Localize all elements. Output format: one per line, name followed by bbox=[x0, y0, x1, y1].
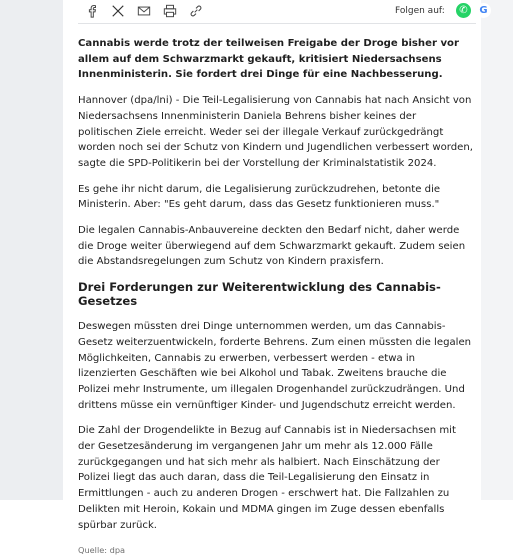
print-icon[interactable] bbox=[162, 3, 178, 19]
share-bar bbox=[78, 0, 488, 24]
article-paragraph-2: Es gehe ihr nicht darum, die Legalisierung zurückzudrehen, betonte die Ministerin. Aber: "Es geht darum, dass das Gesetz funktionieren muss." bbox=[78, 183, 441, 211]
left-page-margin bbox=[0, 0, 63, 500]
mail-icon[interactable] bbox=[136, 3, 152, 19]
article-body bbox=[78, 36, 473, 559]
article-lead: Cannabis werde trotz der teilweisen Freigabe der Droge bisher vor allem auf dem Schwarzmarkt gekauft, kritisiert Niedersachsens Innenministerin. Sie fordert drei Dinge für eine Nachbesserung. bbox=[78, 38, 459, 81]
article-paragraph-1: Hannover (dpa/lni) - Die Teil-Legalisierung von Cannabis hat nach Ansicht von Niedersachsens Innenministerin Daniela Behrens bisher keines der politischen Ziele erreicht. Weder sei der illegale Verkauf zurückgedrängt worden noch sei der Schutz von Kindern und Jugendlichen verbessert worden, sagte die SPD-Politikerin bei der Vorstellung der Kriminalstatistik 2024. bbox=[78, 95, 473, 169]
x-icon[interactable] bbox=[110, 3, 126, 19]
google-icon[interactable]: G bbox=[476, 3, 491, 18]
facebook-icon[interactable] bbox=[84, 3, 100, 19]
article-paragraph-3: Die legalen Cannabis-Anbauvereine deckten den Bedarf nicht, daher werde die Droge weiter überwiegend auf dem Schwarzmarkt gekauft. Zudem seien die Abstandsregelungen zum Schutz von Kindern praxisfern. bbox=[78, 225, 466, 268]
whatsapp-icon[interactable]: ✆ bbox=[456, 3, 471, 18]
link-icon[interactable] bbox=[188, 3, 204, 19]
article-paragraph-4: Deswegen müssten drei Dinge unternommen werden, um das Cannabis-Gesetz weiterzuentwickeln, forderte Behrens. Zum einen müssten die legalen Möglichkeiten, Cannabis zu erwerben, verbessert werden - etwa in lizenzierten Geschäften wie bei Alkohol und Tabak. Zweitens brauche die Polizei mehr Instrumente, um illegalen Drogenhandel zurückzudrängen. Und drittens müsse ein vernünftiger Kinder- und Jugendschutz erreicht werden. bbox=[78, 321, 472, 411]
article-paragraph-5: Die Zahl der Drogendelikte in Bezug auf Cannabis ist in Niedersachsen mit der Gesetzesänderung im vergangenen Jahr um mehr als 12.000 Fälle zurückgegangen und hat sich mehr als halbiert. Nach Einschätzung der Polizei liegt das auch daran, dass die Teil-Legalisierung den Einsatz in Ermittlungen - auch zu anderen Drogen - erschwert hat. Die Fallzahlen zu Delikten mit Heroin, Kokain und MDMA gingen im Zuge dessen ebenfalls spürbar zurück. bbox=[78, 425, 456, 531]
section-heading: Drei Forderungen zur Weiterentwicklung des Cannabis-Gesetzes bbox=[78, 280, 441, 309]
follow-label: Folgen auf: bbox=[395, 6, 445, 16]
article-container bbox=[63, 0, 488, 556]
source-credit: Quelle: dpa bbox=[78, 545, 126, 556]
right-page-margin bbox=[481, 0, 513, 500]
